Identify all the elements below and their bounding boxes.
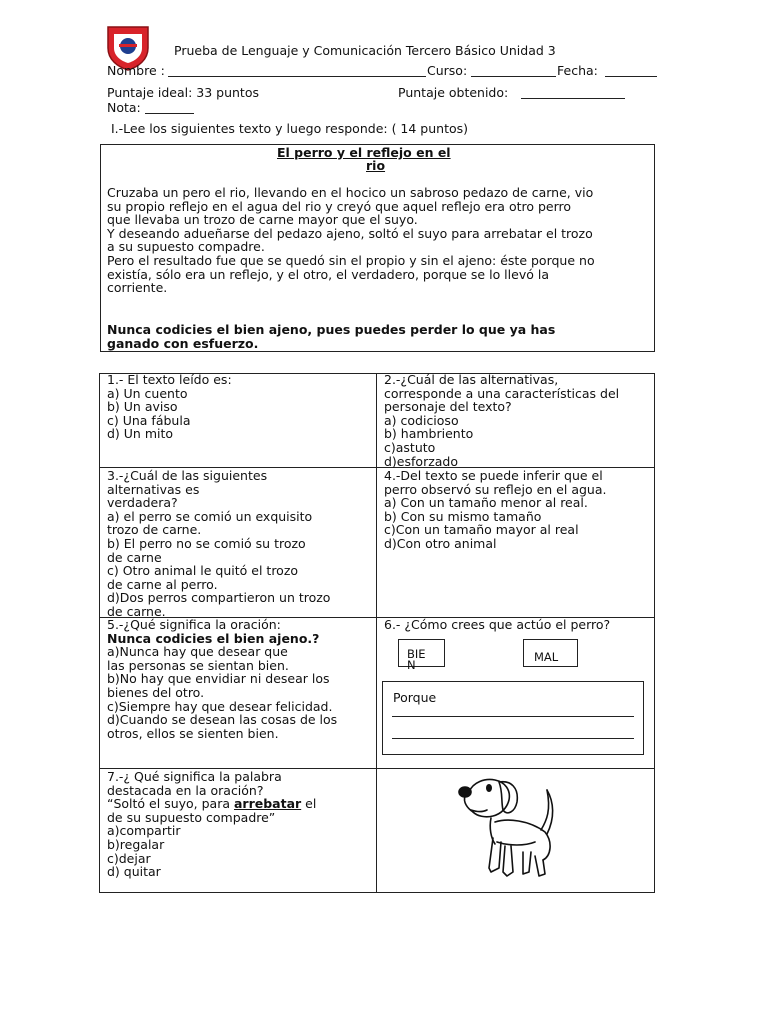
option-b-cont: bienes del otro. xyxy=(107,684,205,700)
moral-line: Nunca codicies el bien ajeno, pues puedes perder lo que ya has xyxy=(107,322,556,337)
story-line: Cruzaba un pero el rio, llevando en el hocico un sabroso pedazo de carne, vio xyxy=(107,185,594,200)
question-quote xyxy=(107,797,316,811)
question-6 xyxy=(384,618,610,632)
option-d[interactable]: d)esforzado xyxy=(384,453,459,469)
bien-label xyxy=(407,649,426,671)
question-text: alternativas es xyxy=(107,481,200,497)
mal-label: MAL xyxy=(534,650,559,664)
question-5 xyxy=(107,618,337,740)
story-moral xyxy=(107,323,555,350)
option-a[interactable]: a) Con un tamaño menor al real. xyxy=(384,495,588,511)
question-text: 6.- ¿Cómo crees que actúo el perro? xyxy=(384,617,611,632)
option-a[interactable]: a) Un cuento xyxy=(107,385,188,401)
story-title: El perro y el reflejo en el xyxy=(277,145,451,160)
option-a[interactable]: a)compartir xyxy=(107,823,181,839)
option-b[interactable]: b)regalar xyxy=(107,836,165,852)
option-c-cont: de carne al perro. xyxy=(107,576,218,592)
bien-label-line: N xyxy=(407,658,416,672)
question-text: 7.-¿ Qué significa la palabra xyxy=(107,769,282,784)
story-line: existía, sólo era un reflejo, y el otro, el verdadero, porque se lo llevó la xyxy=(107,266,549,282)
porque-answer-line[interactable] xyxy=(392,738,634,739)
option-b[interactable]: b) El perro no se comió su trozo xyxy=(107,535,306,551)
question-1 xyxy=(107,373,232,441)
question-7 xyxy=(107,770,316,879)
question-text: 1.- El texto leído es: xyxy=(107,372,232,387)
option-d-cont: de carne. xyxy=(107,603,166,619)
puntaje-ideal: Puntaje ideal: 33 puntos xyxy=(107,85,259,100)
option-b[interactable]: b) hambriento xyxy=(384,426,474,442)
moral-line: ganado con esfuerzo. xyxy=(107,335,259,351)
option-d[interactable]: d)Cuando se desean las cosas de los xyxy=(107,712,338,728)
nombre-label: Nombre : xyxy=(107,63,165,78)
option-d[interactable]: d)Dos perros compartieron un trozo xyxy=(107,590,331,606)
option-a-cont: las personas se sientan bien. xyxy=(107,657,289,673)
option-d-cont: otros, ellos se sienten bien. xyxy=(107,725,279,741)
option-b[interactable]: b) Con su mismo tamaño xyxy=(384,508,542,524)
bien-label-line: BIE xyxy=(407,647,426,661)
question-text: perro observó su reflejo en el agua. xyxy=(384,481,607,497)
option-b[interactable]: b)No hay que envidiar ni desear los xyxy=(107,671,330,687)
fecha-field[interactable] xyxy=(605,76,657,77)
curso-label: Curso: xyxy=(427,63,468,78)
question-text: 4.-Del texto se puede inferir que el xyxy=(384,468,603,483)
option-d[interactable]: d) quitar xyxy=(107,864,161,880)
question-quote: Nunca codicies el bien ajeno.? xyxy=(107,630,320,646)
porque-label: Porque xyxy=(393,690,437,705)
option-d[interactable]: d)Con otro animal xyxy=(384,535,497,551)
story-line: su propio reflejo en el agua del rio y creyó que aquel reflejo era otro perro xyxy=(107,198,572,214)
instruction: I.-Lee los siguientes texto y luego responde: ( 14 puntos) xyxy=(111,121,469,136)
option-a-cont: trozo de carne. xyxy=(107,522,202,538)
dog-illustration xyxy=(455,772,565,882)
puntaje-obtenido-field[interactable] xyxy=(521,98,625,99)
story-text xyxy=(107,186,595,295)
option-c[interactable]: c) Otro animal le quitó el trozo xyxy=(107,563,299,579)
question-text: 5.-¿Qué significa la oración: xyxy=(107,617,281,632)
quote-end: el xyxy=(301,796,317,812)
puntaje-obtenido-label: Puntaje obtenido: xyxy=(398,85,509,100)
option-d[interactable]: d) Un mito xyxy=(107,426,174,442)
option-c[interactable]: c)Siempre hay que desear felicidad. xyxy=(107,698,333,714)
question-text: corresponde a una características del xyxy=(384,385,620,401)
option-c[interactable]: c)astuto xyxy=(384,439,436,455)
highlighted-word: arrebatar xyxy=(233,796,302,812)
option-c[interactable]: c)Con un tamaño mayor al real xyxy=(384,522,579,538)
fecha-label: Fecha: xyxy=(557,63,598,78)
option-c[interactable]: c)dejar xyxy=(107,850,151,866)
page-title: Prueba de Lenguaje y Comunicación Tercero Básico Unidad 3 xyxy=(174,43,556,58)
question-text: personaje del texto? xyxy=(384,399,512,415)
story-line: que llevaba un trozo de carne mayor que el suyo. xyxy=(107,212,418,228)
option-a[interactable]: a) codicioso xyxy=(384,412,459,428)
story-title-cont: rio xyxy=(366,158,386,173)
question-text: verdadera? xyxy=(107,495,178,511)
option-a[interactable]: a)Nunca hay que desear que xyxy=(107,644,288,660)
table-vertical-divider xyxy=(376,373,377,893)
story-line: Y deseando adueñarse del pedazo ajeno, soltó el suyo para arrebatar el trozo xyxy=(107,225,593,241)
curso-field[interactable] xyxy=(471,76,556,77)
question-quote-cont: de su supuesto compadre” xyxy=(107,809,276,825)
nota-field[interactable] xyxy=(145,113,194,114)
question-text: 3.-¿Cuál de las siguientes xyxy=(107,468,268,483)
question-4 xyxy=(384,469,606,551)
story-line: corriente. xyxy=(107,280,168,296)
nota-label: Nota: xyxy=(107,100,141,115)
option-a[interactable]: a) el perro se comió un exquisito xyxy=(107,508,313,524)
question-text: destacada en la oración? xyxy=(107,782,264,798)
option-b-cont: de carne xyxy=(107,549,162,565)
quote-start: “Soltó el suyo, para xyxy=(107,796,234,812)
porque-answer-line[interactable] xyxy=(392,716,634,717)
story-line: Pero el resultado fue que se quedó sin el propio y sin el ajeno: éste porque no xyxy=(107,252,595,268)
option-b[interactable]: b) Un aviso xyxy=(107,399,178,415)
nombre-field[interactable] xyxy=(168,76,426,77)
question-2 xyxy=(384,373,619,468)
question-text: 2.-¿Cuál de las alternativas, xyxy=(384,372,559,387)
option-c[interactable]: c) Una fábula xyxy=(107,412,191,428)
story-line: a su supuesto compadre. xyxy=(107,239,265,255)
question-3 xyxy=(107,469,330,619)
